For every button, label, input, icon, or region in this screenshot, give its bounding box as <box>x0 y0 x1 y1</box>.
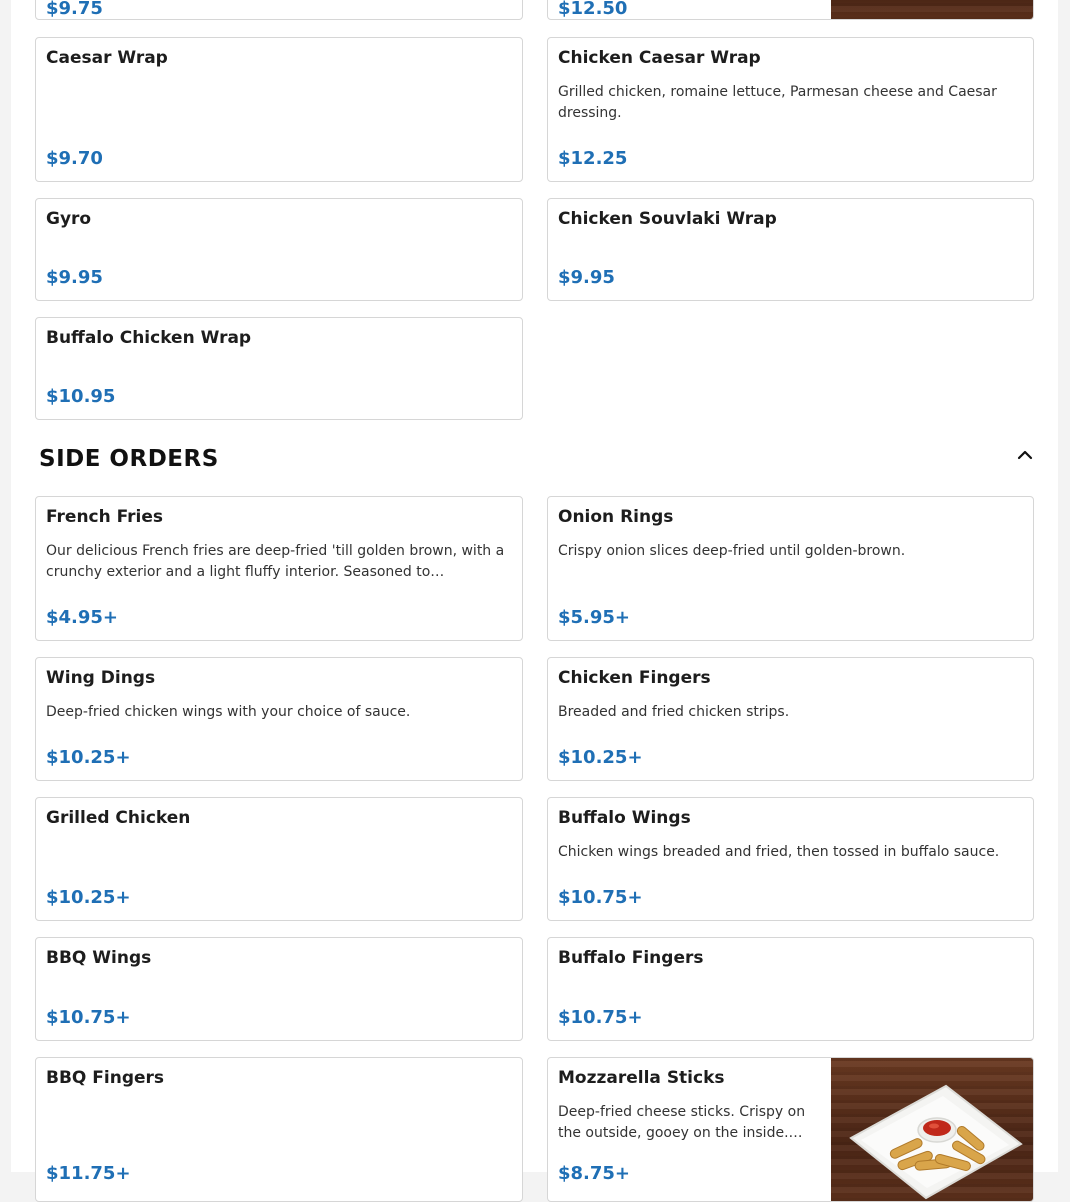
item-description: Crispy onion slices deep-fried until golden-brown. <box>558 543 906 559</box>
menu-item-card[interactable] <box>35 198 523 301</box>
item-name: BBQ Fingers <box>46 1068 165 1088</box>
item-price: $10.75+ <box>558 1007 643 1028</box>
menu-item-card[interactable] <box>35 657 523 781</box>
menu-item-card[interactable] <box>547 0 1034 20</box>
item-description: Breaded and fried chicken strips. <box>558 704 790 720</box>
item-price: $12.50 <box>558 0 628 19</box>
menu-item-card[interactable] <box>35 797 523 921</box>
menu-page <box>11 0 1058 1184</box>
chevron-up-icon[interactable] <box>1016 446 1034 464</box>
item-price: $10.25+ <box>46 747 131 768</box>
menu-item-card[interactable] <box>547 657 1034 781</box>
menu-item-card[interactable] <box>547 937 1034 1041</box>
item-price: $10.75+ <box>46 1007 131 1028</box>
item-name: Buffalo Chicken Wrap <box>46 328 252 348</box>
item-description: Grilled chicken, romaine lettuce, Parmesan cheese and Caesar dressing. <box>558 84 997 121</box>
item-price: $9.75 <box>46 0 103 19</box>
item-name: Grilled Chicken <box>46 808 191 828</box>
item-price: $4.95+ <box>46 607 119 628</box>
item-name: French Fries <box>46 507 164 527</box>
item-price: $10.95 <box>46 386 116 407</box>
item-price: $10.25+ <box>46 887 131 908</box>
item-price: $9.95 <box>558 267 615 288</box>
item-name: Gyro <box>46 209 92 229</box>
item-name: Onion Rings <box>558 507 674 527</box>
item-price: $11.75+ <box>46 1163 131 1184</box>
item-name: Buffalo Fingers <box>558 948 704 968</box>
menu-item-card[interactable] <box>35 0 523 20</box>
section-heading: SIDE ORDERS <box>39 446 219 472</box>
item-photo <box>831 1058 1033 1201</box>
menu-item-card[interactable] <box>35 1057 523 1202</box>
menu-item-card[interactable] <box>547 496 1034 641</box>
menu-item-card[interactable] <box>547 198 1034 301</box>
item-name: Chicken Caesar Wrap <box>558 48 761 68</box>
item-description: Our delicious French fries are deep-fried 'till golden brown, with a crunchy exterior and a light fluffy interior. Seasoned to… <box>46 543 505 580</box>
item-photo <box>831 0 1033 19</box>
menu-item-card[interactable] <box>547 1057 1034 1202</box>
menu-item-card[interactable] <box>35 496 523 641</box>
item-name: Buffalo Wings <box>558 808 691 828</box>
mozzarella-sticks-photo <box>831 1058 1033 1201</box>
item-name: Wing Dings <box>46 668 156 688</box>
menu-item-card[interactable] <box>547 37 1034 182</box>
item-name: Caesar Wrap <box>46 48 168 68</box>
menu-item-card[interactable] <box>547 797 1034 921</box>
item-price: $10.75+ <box>558 887 643 908</box>
item-name: Chicken Souvlaki Wrap <box>558 209 777 229</box>
item-name: Mozzarella Sticks <box>558 1068 725 1088</box>
item-price: $9.70 <box>46 148 103 169</box>
item-description: Deep-fried chicken wings with your choice of sauce. <box>46 704 411 720</box>
item-description: Deep-fried cheese sticks. Crispy on the outside, gooey on the inside.… <box>558 1104 806 1141</box>
item-description: Chicken wings breaded and fried, then tossed in buffalo sauce. <box>558 844 1000 860</box>
item-price: $9.95 <box>46 267 103 288</box>
item-price: $10.25+ <box>558 747 643 768</box>
item-name: Chicken Fingers <box>558 668 711 688</box>
menu-item-card[interactable] <box>35 37 523 182</box>
item-price: $12.25 <box>558 148 628 169</box>
item-name: BBQ Wings <box>46 948 152 968</box>
item-price: $8.75+ <box>558 1163 631 1184</box>
menu-item-card[interactable] <box>35 937 523 1041</box>
item-price: $5.95+ <box>558 607 631 628</box>
menu-item-card[interactable] <box>35 317 523 420</box>
